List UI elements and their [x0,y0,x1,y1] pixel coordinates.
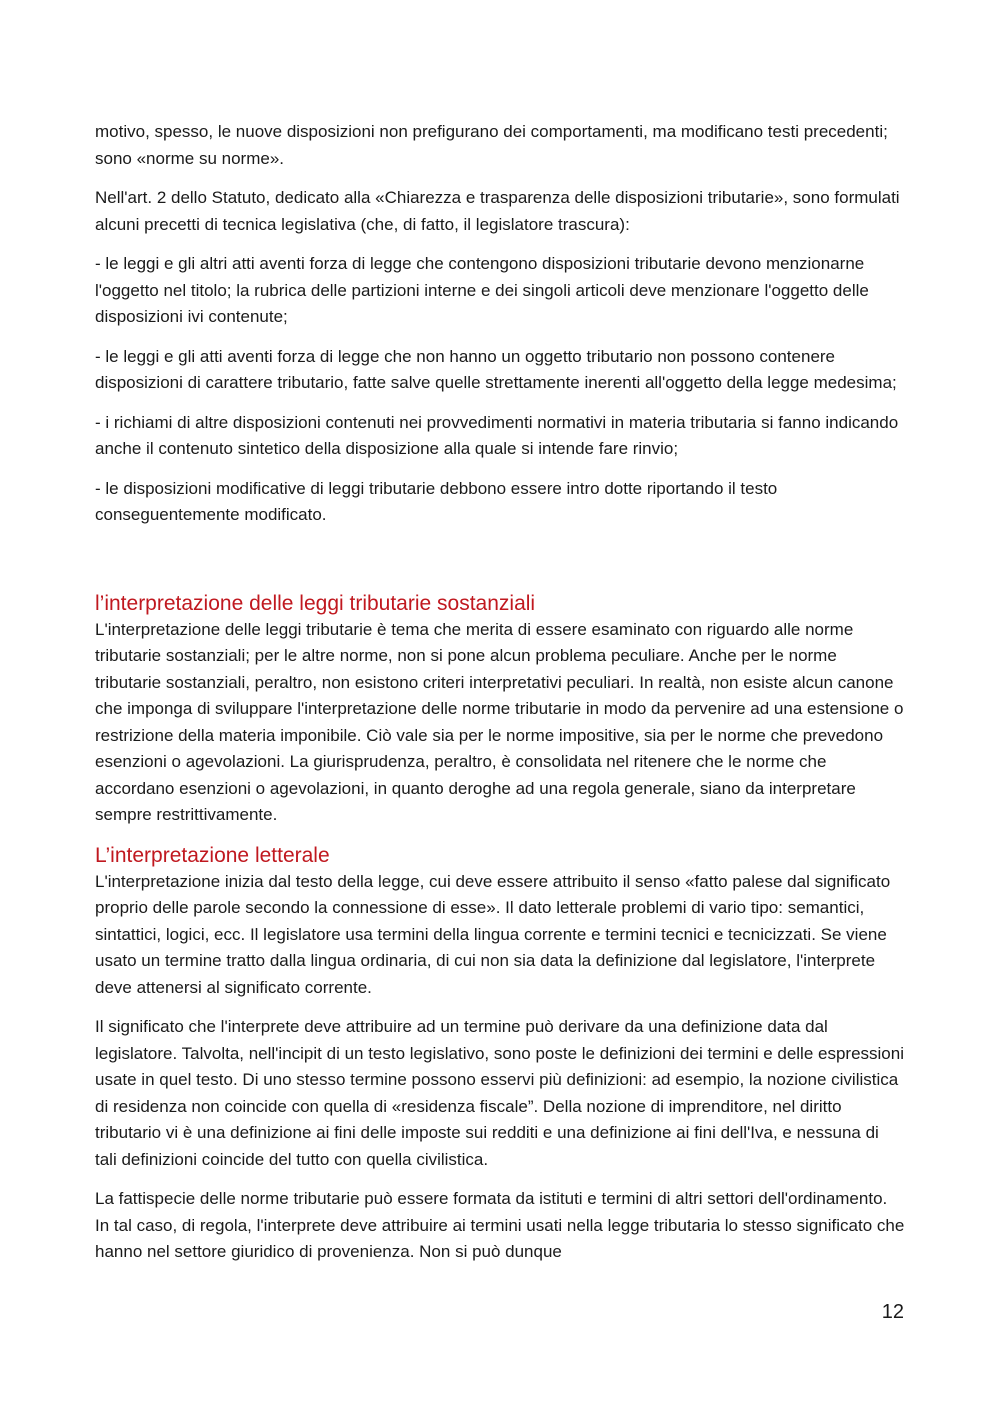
section-spacer [95,542,905,590]
paragraph: La fattispecie delle norme tributarie può essere formata da istituti e termini di altri settori dell'ordinamento. In tal caso, di regola, l'interprete deve attribuire ai termini usati nella legge tributaria lo stesso significato che hanno nel settore giuridico di provenienza. Non si può dunque [95,1189,905,1261]
list-item: - le leggi e gli altri atti aventi forza di legge che contengono disposizioni tributarie devono menzionarne l'oggetto nel titolo; la rubrica delle partizioni interne e dei singoli articoli deve menzionare l'oggetto delle disposizioni ivi contenute; [95,254,869,326]
list-item: - le disposizioni modificative di leggi tributarie debbono essere intro dotte riportando il testo conseguentemente modificato. [95,478,778,524]
document-body [95,119,905,1279]
section-heading: L’interpretazione letterale [95,843,330,867]
list-item: - i richiami di altre disposizioni contenuti nei provvedimenti normativi in materia tributaria si fanno indicando anche il contenuto sintetico della disposizione alla quale si intende fare rinvio; [95,412,899,458]
list-item: - le leggi e gli atti aventi forza di legge che non hanno un oggetto tributario non possono contenere disposizioni di carattere tributario, fatte salve quelle strettamente inerenti all'oggetto della legge medesima; [95,346,897,392]
section-heading: l’interpretazione delle leggi tributarie sostanziali [95,591,536,615]
paragraph: L'interpretazione delle leggi tributarie è tema che merita di essere esaminato con riguardo alle norme tributarie sostanziali; per le altre norme, non si pone alcun problema peculiare. Anche per le norme tributarie sostanziali, peraltro, non esistono criteri interpretativi peculiari. In realtà, non esiste alcun canone che imponga di sviluppare l'interpretazione delle norme tributarie in modo da pervenire ad una estensione o restrizione della materia imponibile. Ciò vale sia per le norme impositive, sia per le norme che prevedono esenzioni o agevolazioni. La giurisprudenza, peraltro, è consolidata nel ritenere che le norme che accordano esenzioni o agevolazioni, in quanto deroghe ad una regola generale, siano da interpretare sempre restrittivamente. [95,619,904,824]
paragraph: L'interpretazione inizia dal testo della legge, cui deve essere attribuito il senso «fatto palese dal significato proprio delle parole secondo la connessione di esse». Il dato letterale problemi di vario tipo: semantici, sintattici, logici, ecc. Il legislatore usa termini della lingua corrente e termini tecnici e tecnicizzati. Se viene usato un termine tratto dalla lingua ordinaria, di cui non sia data la definizione dal legislatore, l'interprete deve attenersi al significato corrente. [95,871,891,997]
paragraph: Nell'art. 2 dello Statuto, dedicato alla «Chiarezza e trasparenza delle disposizioni tributarie», sono formulati alcuni precetti di tecnica legislativa (che, di fatto, il legislatore trascura): [95,188,900,234]
page-number: 12 [881,1301,904,1323]
paragraph: motivo, spesso, le nuove disposizioni non prefigurano dei comportamenti, ma modificano testi precedenti; sono «norme su norme». [95,122,888,168]
paragraph: Il significato che l'interprete deve attribuire ad un termine può derivare da una definizione data dal legislatore. Talvolta, nell'incipit di un testo legislativo, sono poste le definizioni dei termini e delle espressioni usate in quel testo. Di uno stesso termine possono esservi più definizioni: ad esempio, la nozione civilistica di residenza non coincide con quella di «residenza fiscale”. Della nozione di imprenditore, nel diritto tributario vi è una definizione ai fini delle imposte sui redditi e una definizione ai fini dell'Iva, e nessuna di tali definizioni coincide del tutto con quella civilistica. [95,1017,904,1169]
